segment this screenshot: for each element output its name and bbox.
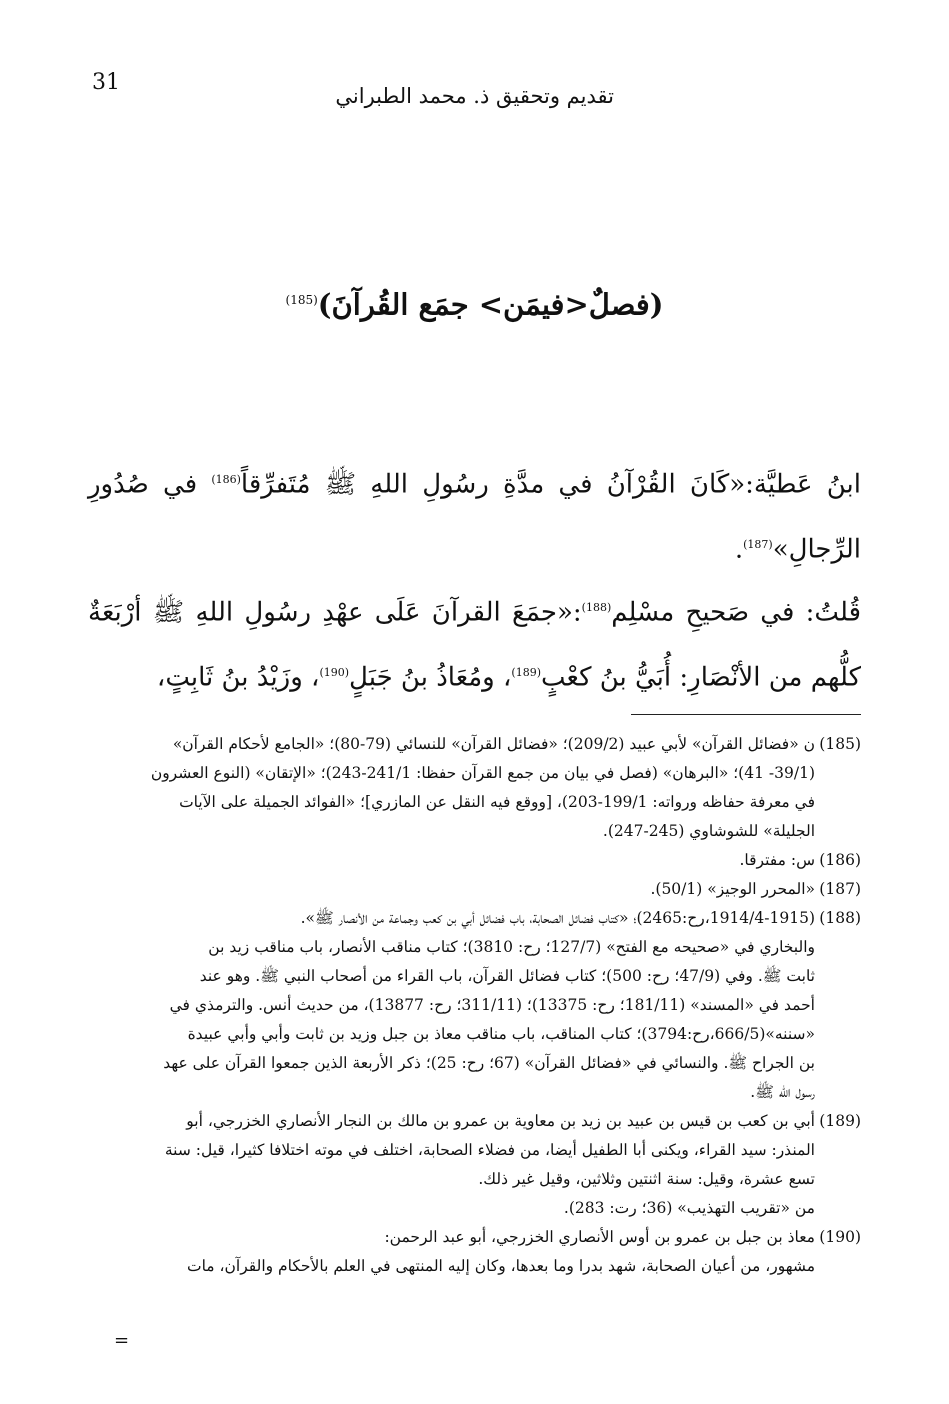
footnote-line: الجليلة» للشوشاوي (245-247). — [602, 822, 815, 840]
footnote-ref: (190) — [319, 665, 350, 679]
paragraph-text: . — [734, 534, 744, 565]
section-title-text: (فصلٌ<فيمَن> جمَع القُرآنَ) — [317, 287, 664, 322]
footnote-ref: (185) — [285, 293, 318, 307]
footnote-ref: (187) — [743, 537, 773, 551]
footnotes — [108, 730, 861, 1281]
footnote-188 — [108, 904, 861, 1107]
running-header: تقديم وتحقيق ذ. محمد الطبراني — [335, 84, 614, 108]
footnote-number: (188) — [819, 909, 861, 927]
paragraph-qultu — [88, 578, 861, 707]
footnote-separator — [631, 714, 861, 715]
footnote-ref: (188) — [581, 601, 612, 614]
paragraph-text: ، ومُعَاذُ بنُ جَبَلٍ — [349, 662, 512, 693]
footnote-line: مشهور، من أعيان الصحابة، شهد بدرا وما بعدها، وكان إليه المنتهى في العلم بالأحكام والقرآن، مات — [186, 1257, 815, 1275]
footnote-line: أحمد في «المسند» (181/11؛ رح: 13375)؛ (311/11؛ رح: 13877)، من حديث أنس. والترمذي في — [169, 996, 815, 1014]
footnote-190 — [108, 1223, 861, 1281]
section-title — [0, 280, 949, 325]
footnote-line: تسع عشرة، وقيل: سنة اثنتين وثلاثين، وقيل غير ذلك. — [478, 1170, 815, 1188]
footnote-line: في معرفة حفاظه ورواته: 199/1-203)، [ووقع فيه النقل عن المازري]؛ «الفوائد الجميلة على الآيات — [179, 793, 815, 811]
footnote-number: (190) — [819, 1228, 861, 1246]
footnote-186 — [108, 846, 861, 875]
footnote-line: معاذ بن جبل بن عمرو بن أوس الأنصاري الخزرجي، أبو عبد الرحمن: — [384, 1228, 815, 1246]
paragraph-text: قُلتُ: في صَحيحِ مسْلِم — [611, 597, 862, 628]
footnote-line: «سننه»(666/5،رح:3794)؛ كتاب المناقب، باب مناقب معاذ بن جبل وزيد بن ثابت وأبي وأبي عبيدة — [187, 1025, 815, 1043]
paragraph-text: ، وزَيْدُ بنُ ثَابِتٍ، — [156, 662, 320, 693]
footnote-number: (189) — [819, 1112, 861, 1130]
footnote-line: ن «فضائل القرآن» لأبي عبيد (209/2)؛ «فضائل القرآن» للنسائي (79-80)؛ «الجامع لأحكام القرآن» — [172, 735, 815, 753]
footnote-line: بن الجراح ﷺ. والنسائي في «فضائل القرآن» (67؛ رح: 25)؛ ذكر الأربعة الذين جمعوا القرآن على عهد — [163, 1054, 815, 1072]
page-number: 31 — [92, 70, 120, 95]
footnote-line: والبخاري في «صحيحه مع الفتح» (127/7؛ رح: 3810)؛ كتاب مناقب الأنصار، باب مناقب زيد بن — [208, 938, 815, 956]
footnote-189 — [108, 1107, 861, 1223]
footnote-line: المنذر: سيد القراء، ويكنى أبا الطفيل أيضا، من فضلاء الصحابة، اختلف في موته اختلافا كثيرا، قيل: سنة — [164, 1141, 815, 1159]
footnote-line: س: مفترقا. — [739, 851, 815, 869]
paragraph-ibn-atiyya — [88, 450, 861, 579]
footnote-line: من «تقريب التهذيب» (36؛ رت: 283). — [563, 1199, 815, 1217]
footnote-number: (185) — [819, 735, 861, 753]
footnote-line: (1914/4-1915،رح:2465)؛ «كتاب فضائل الصحابة، باب فضائل أبي بن كعب وجماعة من الأنصار ﷺ». — [300, 909, 815, 927]
paragraph-text: :«جمَعَ القرآنَ عَلَى عهْدِ رسُولِ اللهِ ﷺ أرْبَعَةٌ كلُّهم من الأنْصَارِ: أُبَيُّ بنُ كعْبٍ — [88, 597, 861, 693]
footnote-line: رسول الله ﷺ. — [750, 1083, 815, 1101]
footnote-line: «المحرر الوجيز» (50/1). — [650, 880, 815, 898]
paragraph-text: في صُدُورِ الرِّجالِ» — [88, 469, 861, 565]
continuation-mark: = — [114, 1330, 130, 1351]
footnote-187 — [108, 875, 861, 904]
footnote-number: (186) — [819, 851, 861, 869]
footnote-line: (39/1- 41)؛ «البرهان» (فصل في بيان من جمع القرآن حفظا: 241/1-243)؛ «الإتقان» (النوع العشرون — [150, 764, 815, 782]
paragraph-text: ابنُ عَطيَّة:«كَانَ القُرْآنُ في مدَّةِ رسُولِ اللهِ ﷺ مُتَفرِّقاً — [240, 469, 861, 500]
footnote-185 — [108, 730, 861, 846]
footnote-ref: (189) — [511, 665, 541, 679]
footnote-number: (187) — [819, 880, 861, 898]
footnote-line: ثابت ﷺ. وفي (47/9؛ رح: 500)؛ كتاب فضائل القرآن، باب القراء من أصحاب النبي ﷺ. وهو عند — [199, 967, 815, 985]
footnote-ref: (186) — [211, 473, 241, 486]
footnote-line: أبي بن كعب بن قيس بن عبيد بن زيد بن معاوية بن عمرو بن مالك بن النجار الأنصاري الخزرجي، أبو — [186, 1112, 815, 1130]
